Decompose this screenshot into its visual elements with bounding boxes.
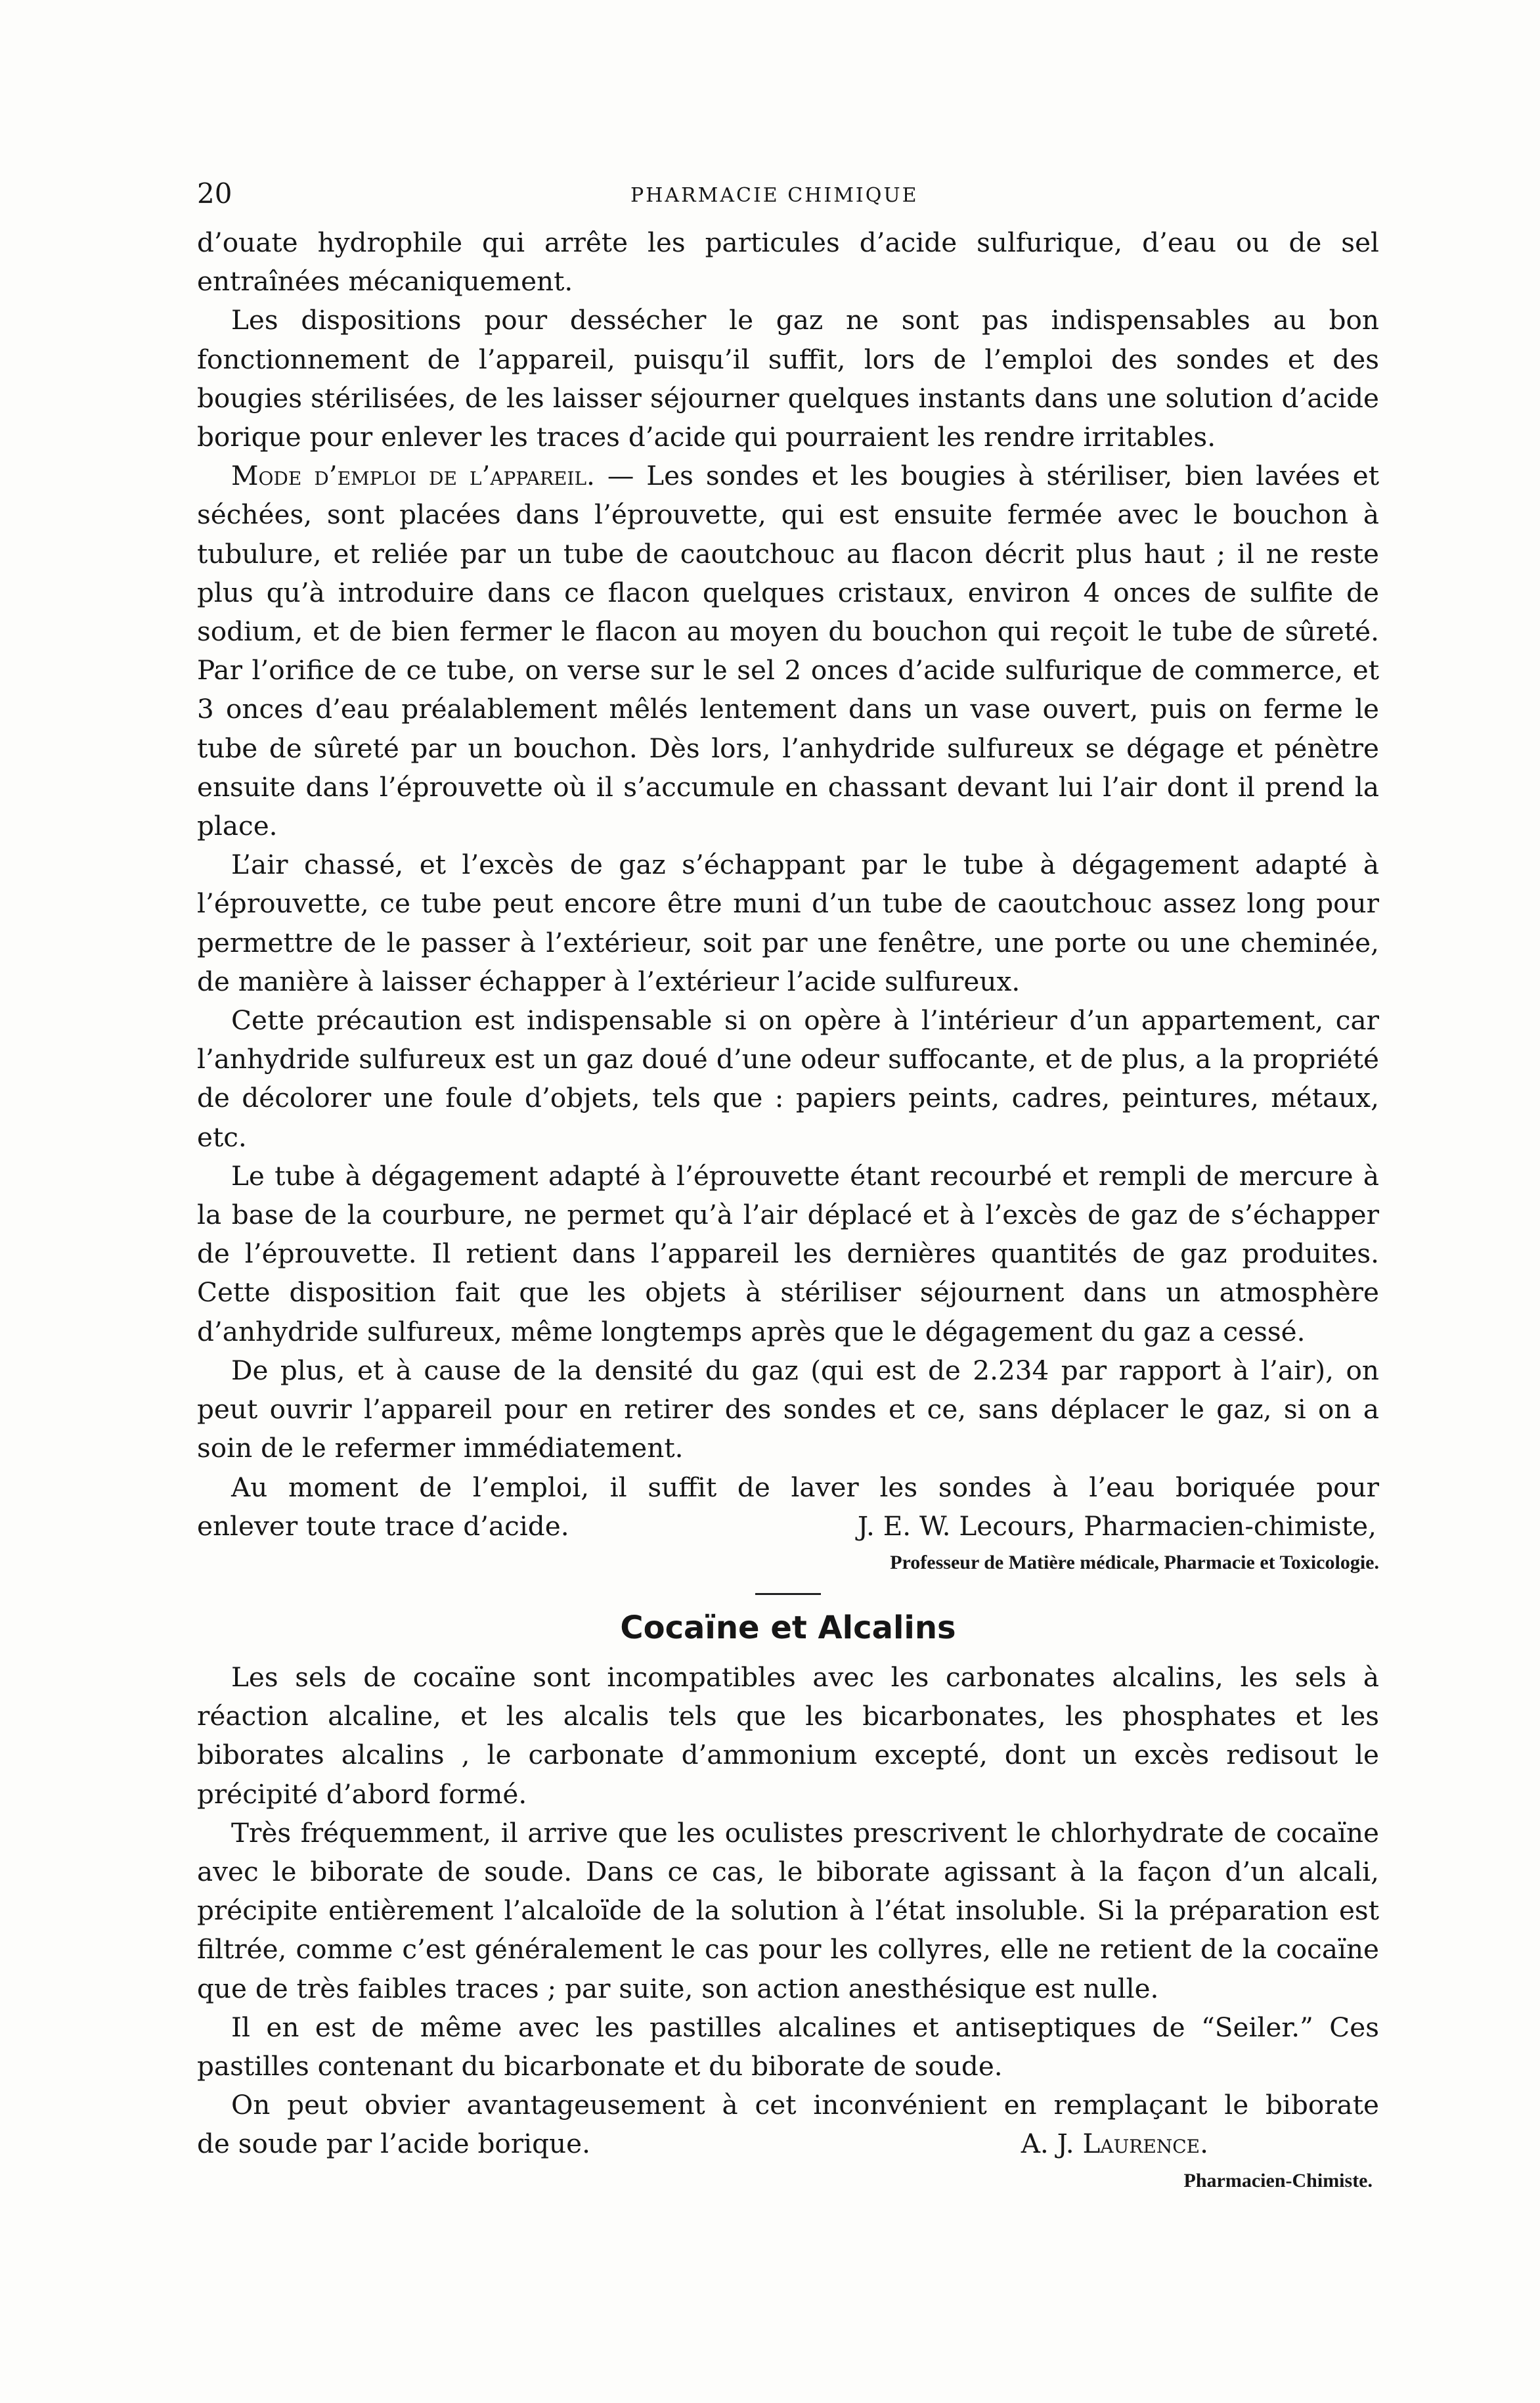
document-page: [197, 177, 1379, 2198]
paragraph: Le tube à dégagement adapté à l’éprouvette étant recourbé et rempli de mercure à la base de la courbure, ne permet qu’à l’air déplacé et à l’excès de gaz de s’échapper de l’éprouvette. Il retient dans l’appareil les dernières quantités de gaz produites. Cette disposition fait que les objets à stériliser séjournent dans un atmosphère d’anhydride sulfureux, même longtemps après que le dégagement du gaz a cessé.: [197, 1159, 1379, 1347]
paragraph: Les sels de cocaïne sont incompatibles avec les carbonates alcalins, les sels à réaction alcaline, et les alcalis tels que les bicarbonates, les phosphates et les biborates alcalins , le carbonate d’ammonium excepté, dont un excès redisout le précipité d’abord formé.: [197, 1661, 1379, 1810]
section-heading: Cocaïne et Alcalins: [620, 1609, 956, 1646]
paragraph: L’air chassé, et l’excès de gaz s’échappant par le tube à dégagement adapté à l’éprouvette, ce tube peut encore être muni d’un tube de caoutchouc assez long pour permettre de le passer à l’extérieur, soit par une fenêtre, une porte ou une cheminée, de manière à laisser échapper à l’extérieur l’acide sulfureux.: [197, 849, 1379, 997]
paragraph: [197, 457, 1379, 845]
article-lecours: [197, 223, 1379, 2198]
paragraph: On peut obvier avantageusement à cet inconvénient en remplaçant le biborate: [231, 2089, 1379, 2121]
running-title: PHARMACIE CHIMIQUE: [630, 184, 919, 207]
author-signature: J. E. W. Lecours, Pharmacien-chimiste,: [857, 1510, 1376, 1542]
paragraph: d’ouate hydrophile qui arrête les particules d’acide sulfurique, d’eau ou de sel entraînées mécaniquement.: [197, 227, 1379, 298]
paragraph-with-signature: [197, 2124, 1379, 2163]
page-header: [197, 177, 1379, 223]
paragraph: De plus, et à cause de la densité du gaz (qui est de 2.234 par rapport à l’air), on peut ouvrir l’appareil pour en retirer des sondes et ce, sans déplacer le gaz, si on a soin de le refermer immédiatement.: [197, 1354, 1379, 1464]
paragraph-with-signature: [197, 1507, 1379, 1546]
author-title: Pharmacien-Chimiste.: [1183, 2169, 1373, 2191]
section-divider: [755, 1593, 821, 1595]
paragraph: Cette précaution est indispensable si on opère à l’intérieur d’un appartement, car l’anhydride sulfureux est un gaz doué d’une odeur suffocante, et de plus, a la propriété de décolorer une foule d’objets, tels que : papiers peints, cadres, peintures, métaux, etc.: [197, 1004, 1379, 1153]
author-title: Professeur de Matière médicale, Pharmacie et Toxicologie.: [890, 1551, 1379, 1573]
paragraph-text: — Les sondes et les bougies à stériliser, bien lavées et séchées, sont placées dans l’éprouvette, qui est ensuite fermée avec le bouchon à tubulure, et reliée par un tube de caoutchouc au flacon décrit plus haut ; il ne reste plus qu’à introduire dans ce flacon quelques cristaux, environ 4 onces de sulfite de sodium, et de bien fermer le flacon au moyen du bouchon qui reçoit le tube de sûreté. Par l’orifice de ce tube, on verse sur le sel 2 onces d’acide sulfurique de commerce, et 3 onces d’eau préalablement mêlés lentement dans un vase ouvert, puis on ferme le tube de sûreté par un bouchon. Dès lors, l’anhydride sulfureux se dégage et pénètre ensuite dans l’éprouvette où il s’accumule en chassant devant lui l’air dont il prend la place.: [197, 460, 1379, 842]
paragraph-lead: Mode d’emploi de l’appareil.: [231, 460, 595, 492]
paragraph-tail: de soude par l’acide borique.: [197, 2128, 590, 2160]
author-signature: A. J. Laurence.: [1021, 2128, 1208, 2160]
paragraph: Au moment de l’emploi, il suffit de laver les sondes à l’eau boriquée pour: [231, 1471, 1379, 1503]
paragraph: Les dispositions pour dessécher le gaz ne sont pas indispensables au bon fonctionnement de l’appareil, puisqu’il suffit, lors de l’emploi des sondes et des bougies stérilisées, de les laisser séjourner quelques instants dans une solution d’acide borique pour enlever les traces d’acide qui pourraient les rendre irritables.: [197, 304, 1379, 453]
paragraph: Très fréquemment, il arrive que les oculistes prescrivent le chlorhydrate de cocaïne avec le biborate de soude. Dans ce cas, le biborate agissant à la façon d’un alcali, précipite entièrement l’alcaloïde de la solution à l’état insoluble. Si la préparation est filtrée, comme c’est généralement le cas pour les collyres, elle ne retient de la cocaïne que de très faibles traces ; par suite, son action anesthésique est nulle.: [197, 1816, 1379, 2004]
page-number: 20: [197, 177, 232, 210]
paragraph: Il en est de même avec les pastilles alcalines et antiseptiques de “Seiler.” Ces pastilles contenant du bicarbonate et du biborate de soude.: [197, 2011, 1379, 2082]
paragraph-tail: enlever toute trace d’acide.: [197, 1510, 569, 1542]
